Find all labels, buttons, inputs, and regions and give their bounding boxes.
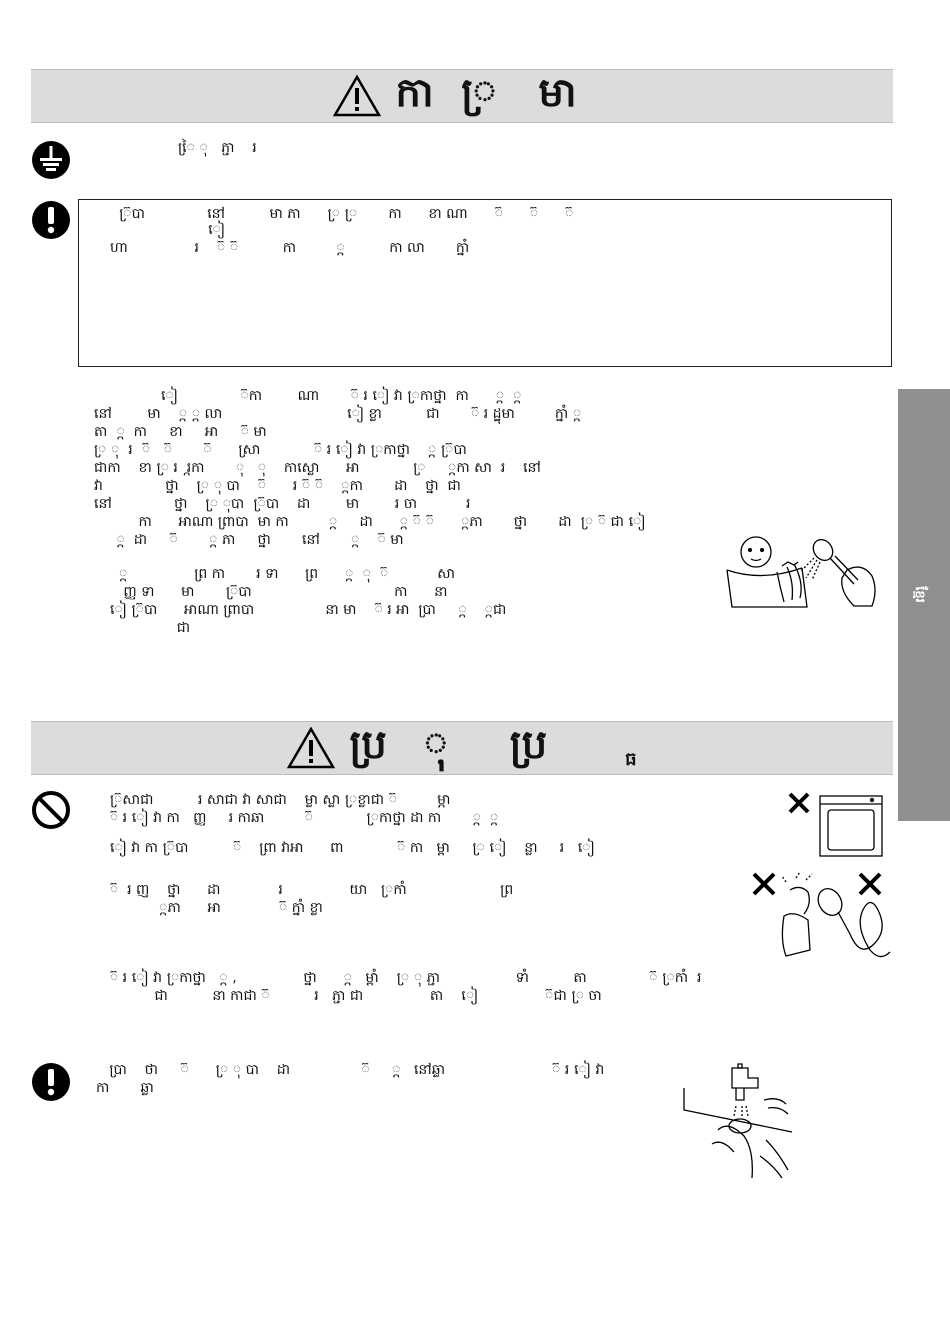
- para1-line: កា អាណា ព្រាបា មា កា ្ក ដា ្ក ៊ ៊ ្កភា ថ្នា ដា ្រ ៊ ជា ៀ: [94, 514, 646, 530]
- caution-line: ៀ វា កា ៊្របា ៊ ព្រា វាអា ពា ៊ កា ម្ពា ្រ ៀ ន្លា រ ៀ: [110, 840, 595, 856]
- para1-line: ្រ ុ រ ៊ ៊ ៊ ស្រា ៊ រ ៀ វា ្រកាថ្នា ្ក ៊្របា: [94, 442, 467, 458]
- caution-line: ៊ រ ញ ថ្នា ដា រ យា ្រកាំ ព្រ: [110, 882, 514, 898]
- warning-title: កា ្រ មា: [395, 69, 591, 116]
- para2-line: ញ្ញ ទា មា ៊្របា កា នា: [110, 584, 448, 600]
- box-line: ៊្របា នៅ មា ភា ្រ ្រ កា ខា ណា ៊ ៊ ៊: [110, 206, 574, 222]
- washer-prohibited-illustration: [786, 790, 886, 860]
- para2-line: ៀ ៊្របា អាណា ព្រាបា នា មា ៊ រ អា ប្រា ្ក ្កជា: [110, 602, 507, 618]
- caution-line: ៊្រសាជា រ សាជា វា សាជា ម្លា ស្លា ្រខ្លាជា ៊ ម្ភា: [110, 792, 451, 808]
- warning-triangle-icon: [333, 74, 381, 118]
- mandatory-icon: [31, 200, 71, 240]
- caution-title-suffix: ធ: [625, 748, 637, 770]
- prohibited-icon: [31, 790, 71, 830]
- ground-icon: [31, 140, 71, 180]
- side-tab-label: ខ្មែរ: [911, 586, 927, 603]
- caution-triangle-icon: [287, 726, 335, 770]
- para1-line: ៀ ៊កា ណា ៊ រ ៀ វា ្រកាថ្នា កា ្ក ្ក: [94, 388, 522, 404]
- box-line: ៀ: [110, 222, 226, 238]
- ground-instruction: ៃ្រ ុ ភ្ជា រ: [178, 140, 257, 156]
- caution-line: ជា នា កាជា ៊ រ ភ្ជា ជា តា ៀ ៊ជា ្រ ចា: [110, 988, 602, 1004]
- warning-header: [31, 69, 893, 123]
- para1-line: នៅ មា ្ក ្ក លា ៀ ខ្លា ជា ៊ រ ដ្ឋុមា ក្នាំ ្ក: [94, 406, 582, 422]
- para1-line: ជាកា ខា ្រ រ រ្កកា ុ ុ កាស្លោ អា ្រ ្កកា សា រ នៅ: [94, 460, 541, 476]
- caution-line: ្កភា អា ៊ ក្នាំ ខ្លា: [110, 900, 323, 916]
- caution-line: ៊ រ ៀ វា ្រកាថ្នា ្ក , ថ្នា ្ក ម្ពាំ ្រ ុ ភ្ជា ទាំ តា ៊ ្រកាំ រ: [110, 970, 702, 986]
- para2-line: ្ក ព្រ កា រ ទា ព្រ ្ក ុ ៊ សា: [110, 566, 456, 582]
- box-line: ហា រ ៊ ៊ កា ្ក កា លា ក្នាំ: [110, 240, 470, 256]
- para1-line: ្ក ដា ៊ ្ក ភា ថ្នា នៅ ្ក ៊ មា: [94, 532, 404, 548]
- faucet-cleaning-illustration: [682, 1060, 794, 1180]
- mandatory-line: កា ឆ្លា: [96, 1080, 154, 1096]
- baby-bath-illustration: [722, 532, 882, 612]
- para2-line: ជា: [110, 620, 191, 636]
- caution-title: ប្រ ុ ប្រ: [349, 721, 572, 768]
- side-language-tab: [898, 389, 950, 821]
- para1-line: តា ្ក កា ខា អា ៊ មា: [94, 424, 267, 440]
- mandatory-line: ប្រា ថា ៊ ្រ ុ បា ដា ៊ ្ក នៅឆ្លា ៊ រ ៀ វា: [96, 1062, 605, 1078]
- caution-header: [31, 721, 893, 775]
- mandatory-icon: [31, 1062, 71, 1102]
- para1-line: នៅ ថ្នា ្រ ុបា ៊្របា ដា មា រ ចា រ: [94, 496, 471, 512]
- para1-line: វា ថ្នា ្រ ុ បា ៊ រ ៊ ៊ ្កកា ដា ថ្នា ជា: [94, 478, 461, 494]
- caution-line: ៊ រ ៀ វា កា ញ្ញ រ កាឆា ៊ ្រកាថ្នា ដា កា ្ក ្ក: [110, 810, 499, 826]
- showerhead-hose-prohibited-illustration: [750, 870, 895, 960]
